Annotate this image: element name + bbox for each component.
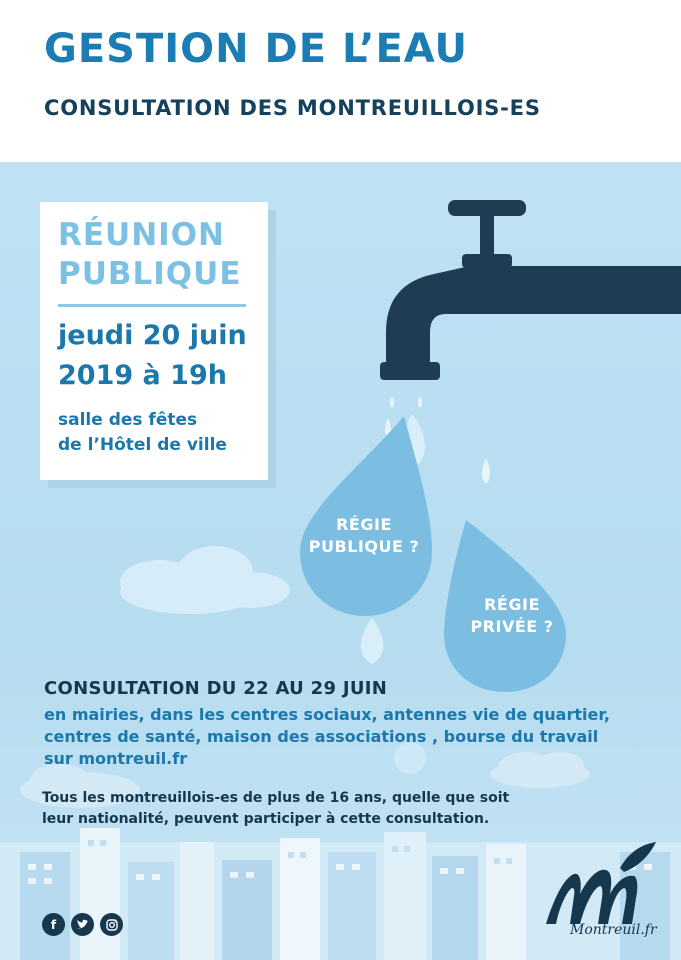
- social-links: [42, 913, 123, 936]
- consultation-title: CONSULTATION DU 22 AU 29 JUIN: [44, 678, 388, 699]
- drop-private-line: PRIVÉE ?: [470, 617, 554, 636]
- poster-subtitle: CONSULTATION DES MONTREUILLOIS-ES: [44, 96, 541, 120]
- eligibility-text: [42, 788, 642, 830]
- instagram-icon[interactable]: [100, 913, 123, 936]
- facebook-icon[interactable]: f: [42, 913, 65, 936]
- meeting-date: [58, 316, 268, 396]
- meeting-date-line: 2019 à 19h: [58, 360, 227, 391]
- drop-private-line: RÉGIE: [484, 595, 540, 614]
- faucet-icon: [380, 200, 681, 380]
- meeting-kicker-line: RÉUNION: [58, 217, 225, 253]
- cloud-left: [120, 546, 290, 614]
- consultation-place-line: en mairies, dans les centres sociaux, antennes vie de quartier,: [44, 705, 610, 724]
- montreuil-logo-text[interactable]: Montreuil.fr: [570, 922, 657, 938]
- poster-header: [0, 0, 681, 162]
- drop-bottom-icon: [361, 618, 384, 664]
- poster-body: [0, 162, 681, 960]
- drop-public-line: RÉGIE: [336, 515, 392, 534]
- meeting-date-line: jeudi 20 juin: [58, 320, 247, 351]
- card-divider: [58, 304, 246, 307]
- drop-private-label: [448, 594, 576, 638]
- eligibility-line: leur nationalité, peuvent participer à cette consultation.: [42, 811, 490, 827]
- poster-title: GESTION DE L’EAU: [44, 26, 469, 72]
- consultation-places: [44, 704, 674, 770]
- instagram-camera-icon: [106, 919, 118, 931]
- consultation-place-line: sur montreuil.fr: [44, 749, 188, 768]
- meeting-place-line: de l’Hôtel de ville: [58, 435, 227, 455]
- meeting-place: [58, 408, 268, 458]
- consultation-place-line: centres de santé, maison des associations , bourse du travail: [44, 727, 599, 746]
- twitter-icon[interactable]: [71, 913, 94, 936]
- drop-public-line: PUBLIQUE ?: [308, 537, 420, 556]
- drop-public-label: [300, 514, 428, 558]
- meeting-kicker: [58, 216, 258, 294]
- twitter-bird-icon: [76, 919, 89, 930]
- meeting-place-line: salle des fêtes: [58, 410, 198, 430]
- eligibility-line: Tous les montreuillois-es de plus de 16 ans, quelle que soit: [42, 790, 510, 806]
- meeting-kicker-line: PUBLIQUE: [58, 256, 242, 292]
- meeting-card: [40, 202, 268, 480]
